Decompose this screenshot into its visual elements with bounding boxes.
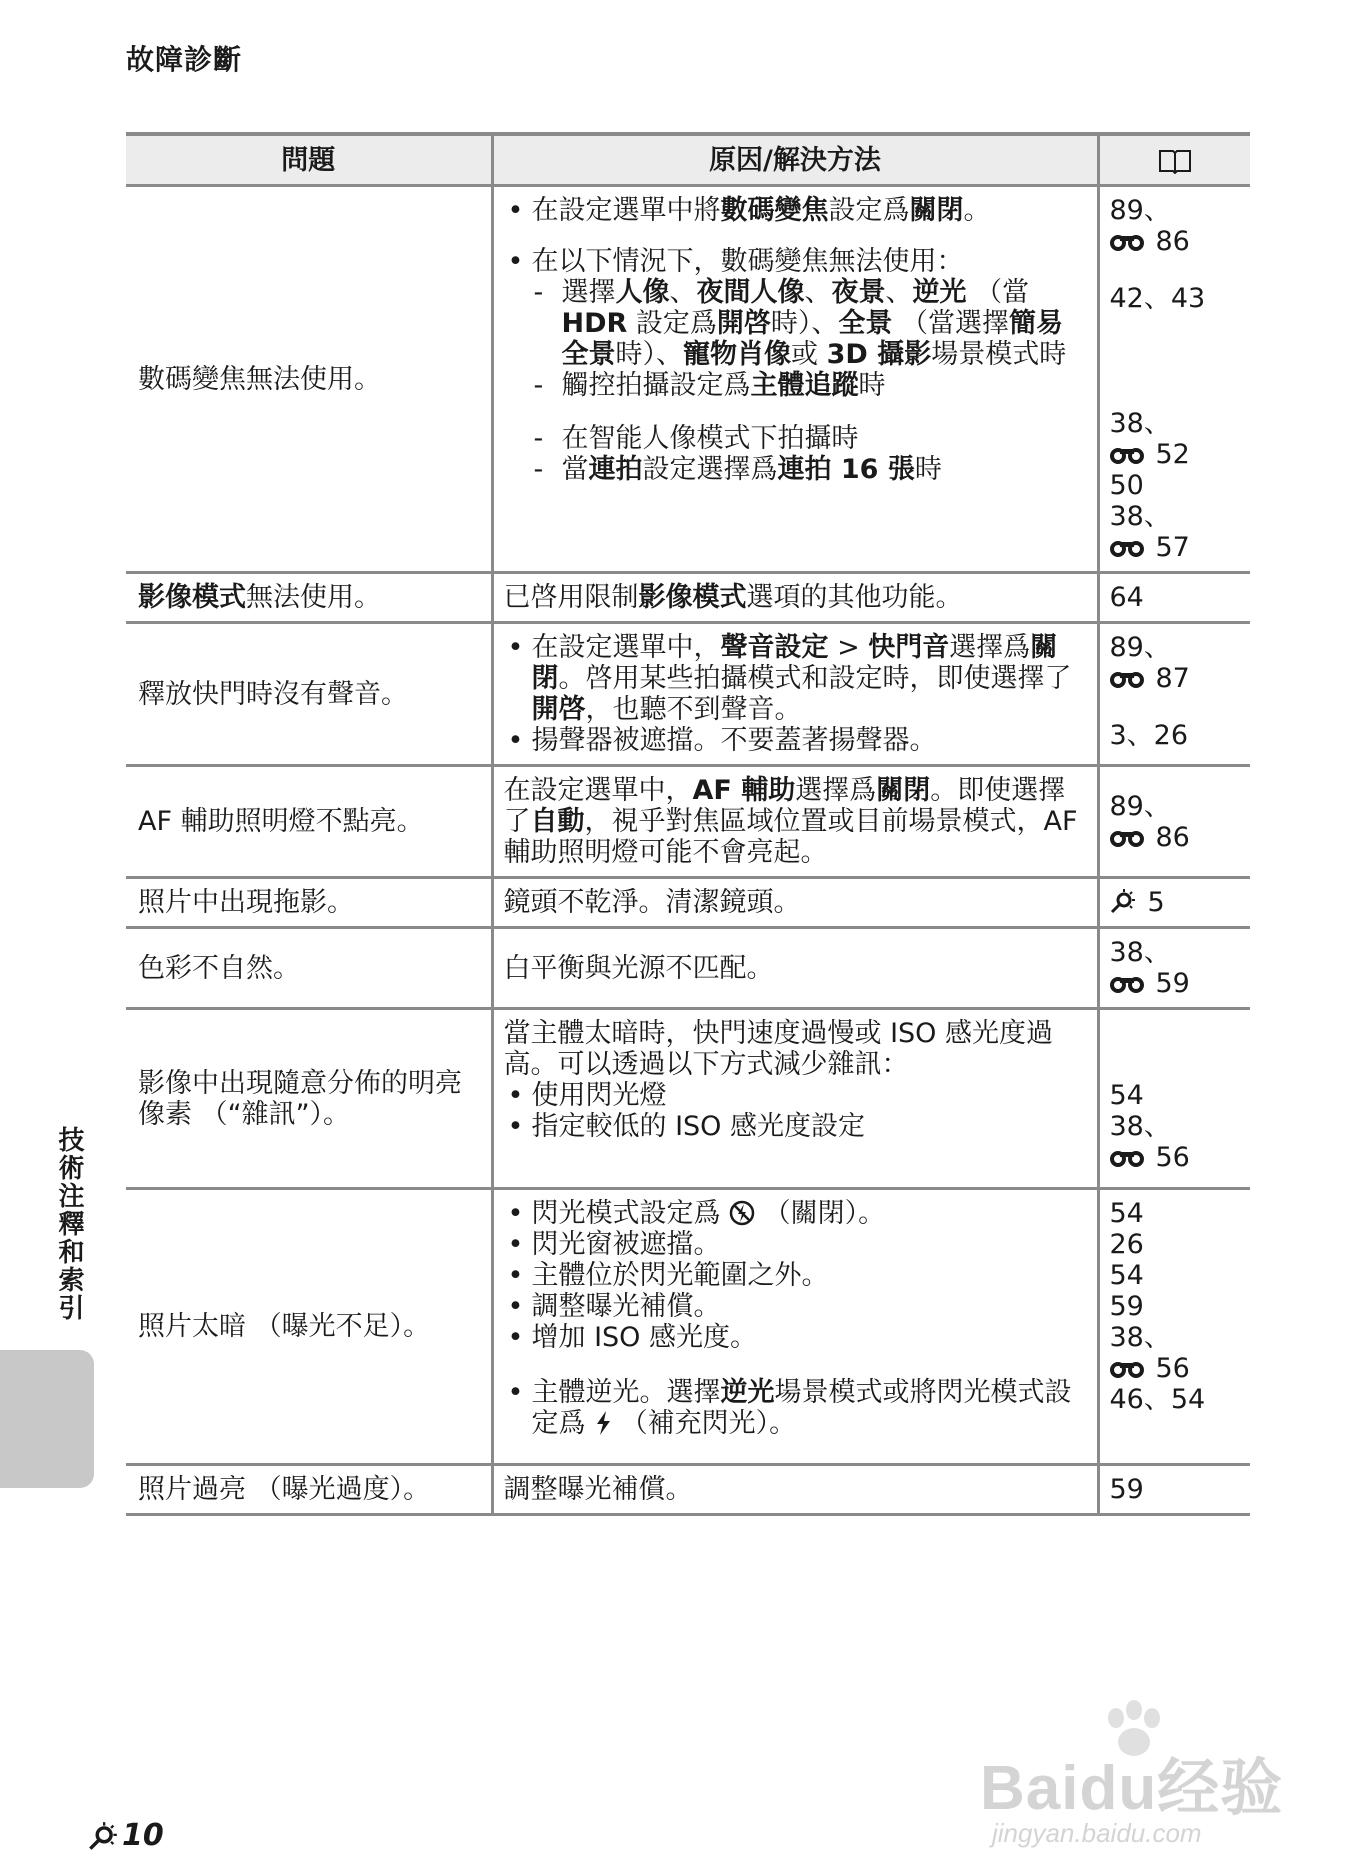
binoculars-icon [1110, 1360, 1144, 1378]
page-number: 10 [88, 1818, 164, 1853]
dash-item: - 在智能人像模式下拍攝時 [504, 423, 1087, 454]
bullet-item: • 在設定選單中，聲音設定 > 快門音選擇爲關閉。啓用某些拍攝模式和設定時，即使選擇了開啓，也聽不到聲音。 [504, 632, 1087, 725]
bullet-item: • 增加 ISO 感光度。 [504, 1322, 1087, 1353]
reference-cell [1098, 766, 1250, 878]
table-row [126, 1189, 1250, 1465]
watermark-url: jingyan.baidu.com [992, 1818, 1202, 1848]
sidebar-section-label: 技術注釋和索引 [54, 1126, 84, 1322]
page-reference: 89、 [1109, 790, 1171, 822]
bullet-item: • 調整曝光補償。 [504, 1291, 1087, 1322]
problem-cell: AF 輔助照明燈不點亮。 [126, 766, 492, 878]
cause-intro: 當主體太暗時，快門速度過慢或 ISO 感光度過高。可以透過以下方式減少雜訊： [503, 1018, 1054, 1080]
table-row [126, 623, 1250, 766]
bullet-item: • 在以下情況下，數碼變焦無法使用： [504, 246, 1087, 277]
table-row [126, 766, 1250, 878]
problem-cell: 照片中出現拖影。 [126, 878, 492, 928]
watermark [964, 1700, 1304, 1860]
cause-cell: 在設定選單中，AF 輔助選擇爲關閉。即使選擇了自動，視乎對焦區域位置或目前場景模式，AF 輔助照明燈可能不會亮起。 [492, 766, 1098, 878]
problem-cell: 影像模式無法使用。 [126, 573, 492, 623]
flash-off-icon [729, 1200, 755, 1226]
problem-cell: 照片太暗 （曝光不足）。 [126, 1189, 492, 1465]
cause-cell [492, 1189, 1098, 1465]
page-reference: 59 [1109, 1474, 1144, 1505]
page-reference: 38、 [1109, 1111, 1171, 1142]
page-reference: 42、43 [1109, 283, 1206, 314]
fill-flash-icon [594, 1410, 612, 1436]
page-reference: 87 [1110, 663, 1239, 694]
table-row [126, 928, 1250, 1009]
page-reference: 57 [1110, 532, 1239, 563]
reference-cell [1098, 186, 1250, 573]
watermark-brand: Baidu经验 [980, 1754, 1284, 1823]
bullet-item: • 使用閃光燈 [504, 1080, 1087, 1111]
page-reference: 89、 [1109, 632, 1171, 663]
page-reference: 64 [1109, 582, 1144, 613]
troubleshooting-table [126, 132, 1250, 1516]
cause-cell [492, 623, 1098, 766]
page-reference: 54 [1109, 1198, 1144, 1229]
dash-item: - 觸控拍攝設定爲主體追蹤時 [504, 370, 1087, 401]
table-row [126, 1009, 1250, 1189]
binoculars-icon [1110, 975, 1144, 993]
table-row [126, 573, 1250, 623]
reference-cell [1098, 878, 1250, 928]
binoculars-icon [1110, 539, 1144, 557]
page-reference: 3、26 [1109, 720, 1189, 751]
page-reference: 89、 [1109, 195, 1171, 226]
problem-cell: 色彩不自然。 [126, 928, 492, 1009]
binoculars-icon [1110, 1149, 1144, 1167]
cause-cell: 鏡頭不乾淨。清潔鏡頭。 [492, 878, 1098, 928]
header-problem: 問題 [126, 134, 492, 186]
header-cause: 原因/解決方法 [492, 134, 1098, 186]
binoculars-icon [1110, 446, 1144, 464]
problem-cell: 釋放快門時沒有聲音。 [126, 623, 492, 766]
page-reference: 38、 [1109, 408, 1171, 439]
page-reference: 46、54 [1109, 1384, 1206, 1415]
page-reference: 38、 [1109, 937, 1171, 968]
reference-cell [1098, 1189, 1250, 1465]
section-title: 故障診斷 [126, 43, 243, 76]
page-reference: 26 [1109, 1229, 1144, 1260]
page-reference: 50 [1109, 470, 1144, 501]
cause-cell [492, 186, 1098, 573]
page-reference: 86 [1110, 822, 1239, 853]
reference-cell [1098, 573, 1250, 623]
table-header-row [126, 134, 1250, 186]
binoculars-icon [1110, 829, 1144, 847]
problem-cell: 數碼變焦無法使用。 [126, 186, 492, 573]
problem-cell: 照片過亮 （曝光過度）。 [126, 1465, 492, 1515]
header-reference [1098, 134, 1250, 186]
dash-item: - 選擇人像、夜間人像、夜景、逆光 （當 HDR 設定爲開啓時）、全景 （當選擇簡易全景時）、寵物肖像或 3D 攝影場景模式時 [504, 277, 1087, 370]
cause-cell [492, 1009, 1098, 1189]
dash-item: - 當連拍設定選擇爲連拍 16 張時 [504, 454, 1087, 485]
page-reference: 86 [1110, 226, 1239, 257]
page-reference: 59 [1110, 968, 1239, 999]
binoculars-icon [1110, 670, 1144, 688]
table-row [126, 186, 1250, 573]
bullet-item: • 主體位於閃光範圍之外。 [504, 1260, 1087, 1291]
page-reference: 52 [1110, 439, 1239, 470]
page-reference: 56 [1110, 1353, 1239, 1384]
bullet-item: • 揚聲器被遮擋。不要蓋著揚聲器。 [504, 725, 1087, 756]
page-reference: 59 [1109, 1291, 1144, 1322]
bullet-item: • 閃光窗被遮擋。 [504, 1229, 1087, 1260]
page-reference: 54 [1109, 1260, 1144, 1291]
bullet-item: • 在設定選單中將數碼變焦設定爲關閉。 [504, 195, 1087, 226]
table-row [126, 1465, 1250, 1515]
table-row [126, 878, 1250, 928]
reference-cell [1098, 1465, 1250, 1515]
reference-cell [1098, 928, 1250, 1009]
bullet-item: • 指定較低的 ISO 感光度設定 [504, 1111, 1087, 1142]
bullet-item: • 主體逆光。選擇逆光場景模式或將閃光模式設定爲 （補充閃光）。 [504, 1377, 1087, 1439]
page-reference: 56 [1110, 1142, 1239, 1173]
bullet-item: • 閃光模式設定爲 （關閉）。 [504, 1198, 1087, 1229]
page-reference: 38、 [1109, 1322, 1171, 1353]
problem-cell: 影像中出現隨意分佈的明亮像素 （“雜訊”）。 [126, 1009, 492, 1189]
sidebar-tab [0, 1350, 94, 1488]
cause-cell: 白平衡與光源不匹配。 [492, 928, 1098, 1009]
technical-notes-icon [88, 1821, 118, 1851]
cause-cell: 已啓用限制影像模式選項的其他功能。 [492, 573, 1098, 623]
page-reference: 38、 [1109, 501, 1171, 532]
cause-cell: 調整曝光補償。 [492, 1465, 1098, 1515]
reference-cell [1098, 623, 1250, 766]
page-reference: 5 [1110, 887, 1239, 918]
technical-notes-icon [1110, 888, 1136, 914]
page-reference: 54 [1109, 1080, 1144, 1111]
reference-cell [1098, 1009, 1250, 1189]
book-icon [1158, 148, 1192, 174]
binoculars-icon [1110, 233, 1144, 251]
